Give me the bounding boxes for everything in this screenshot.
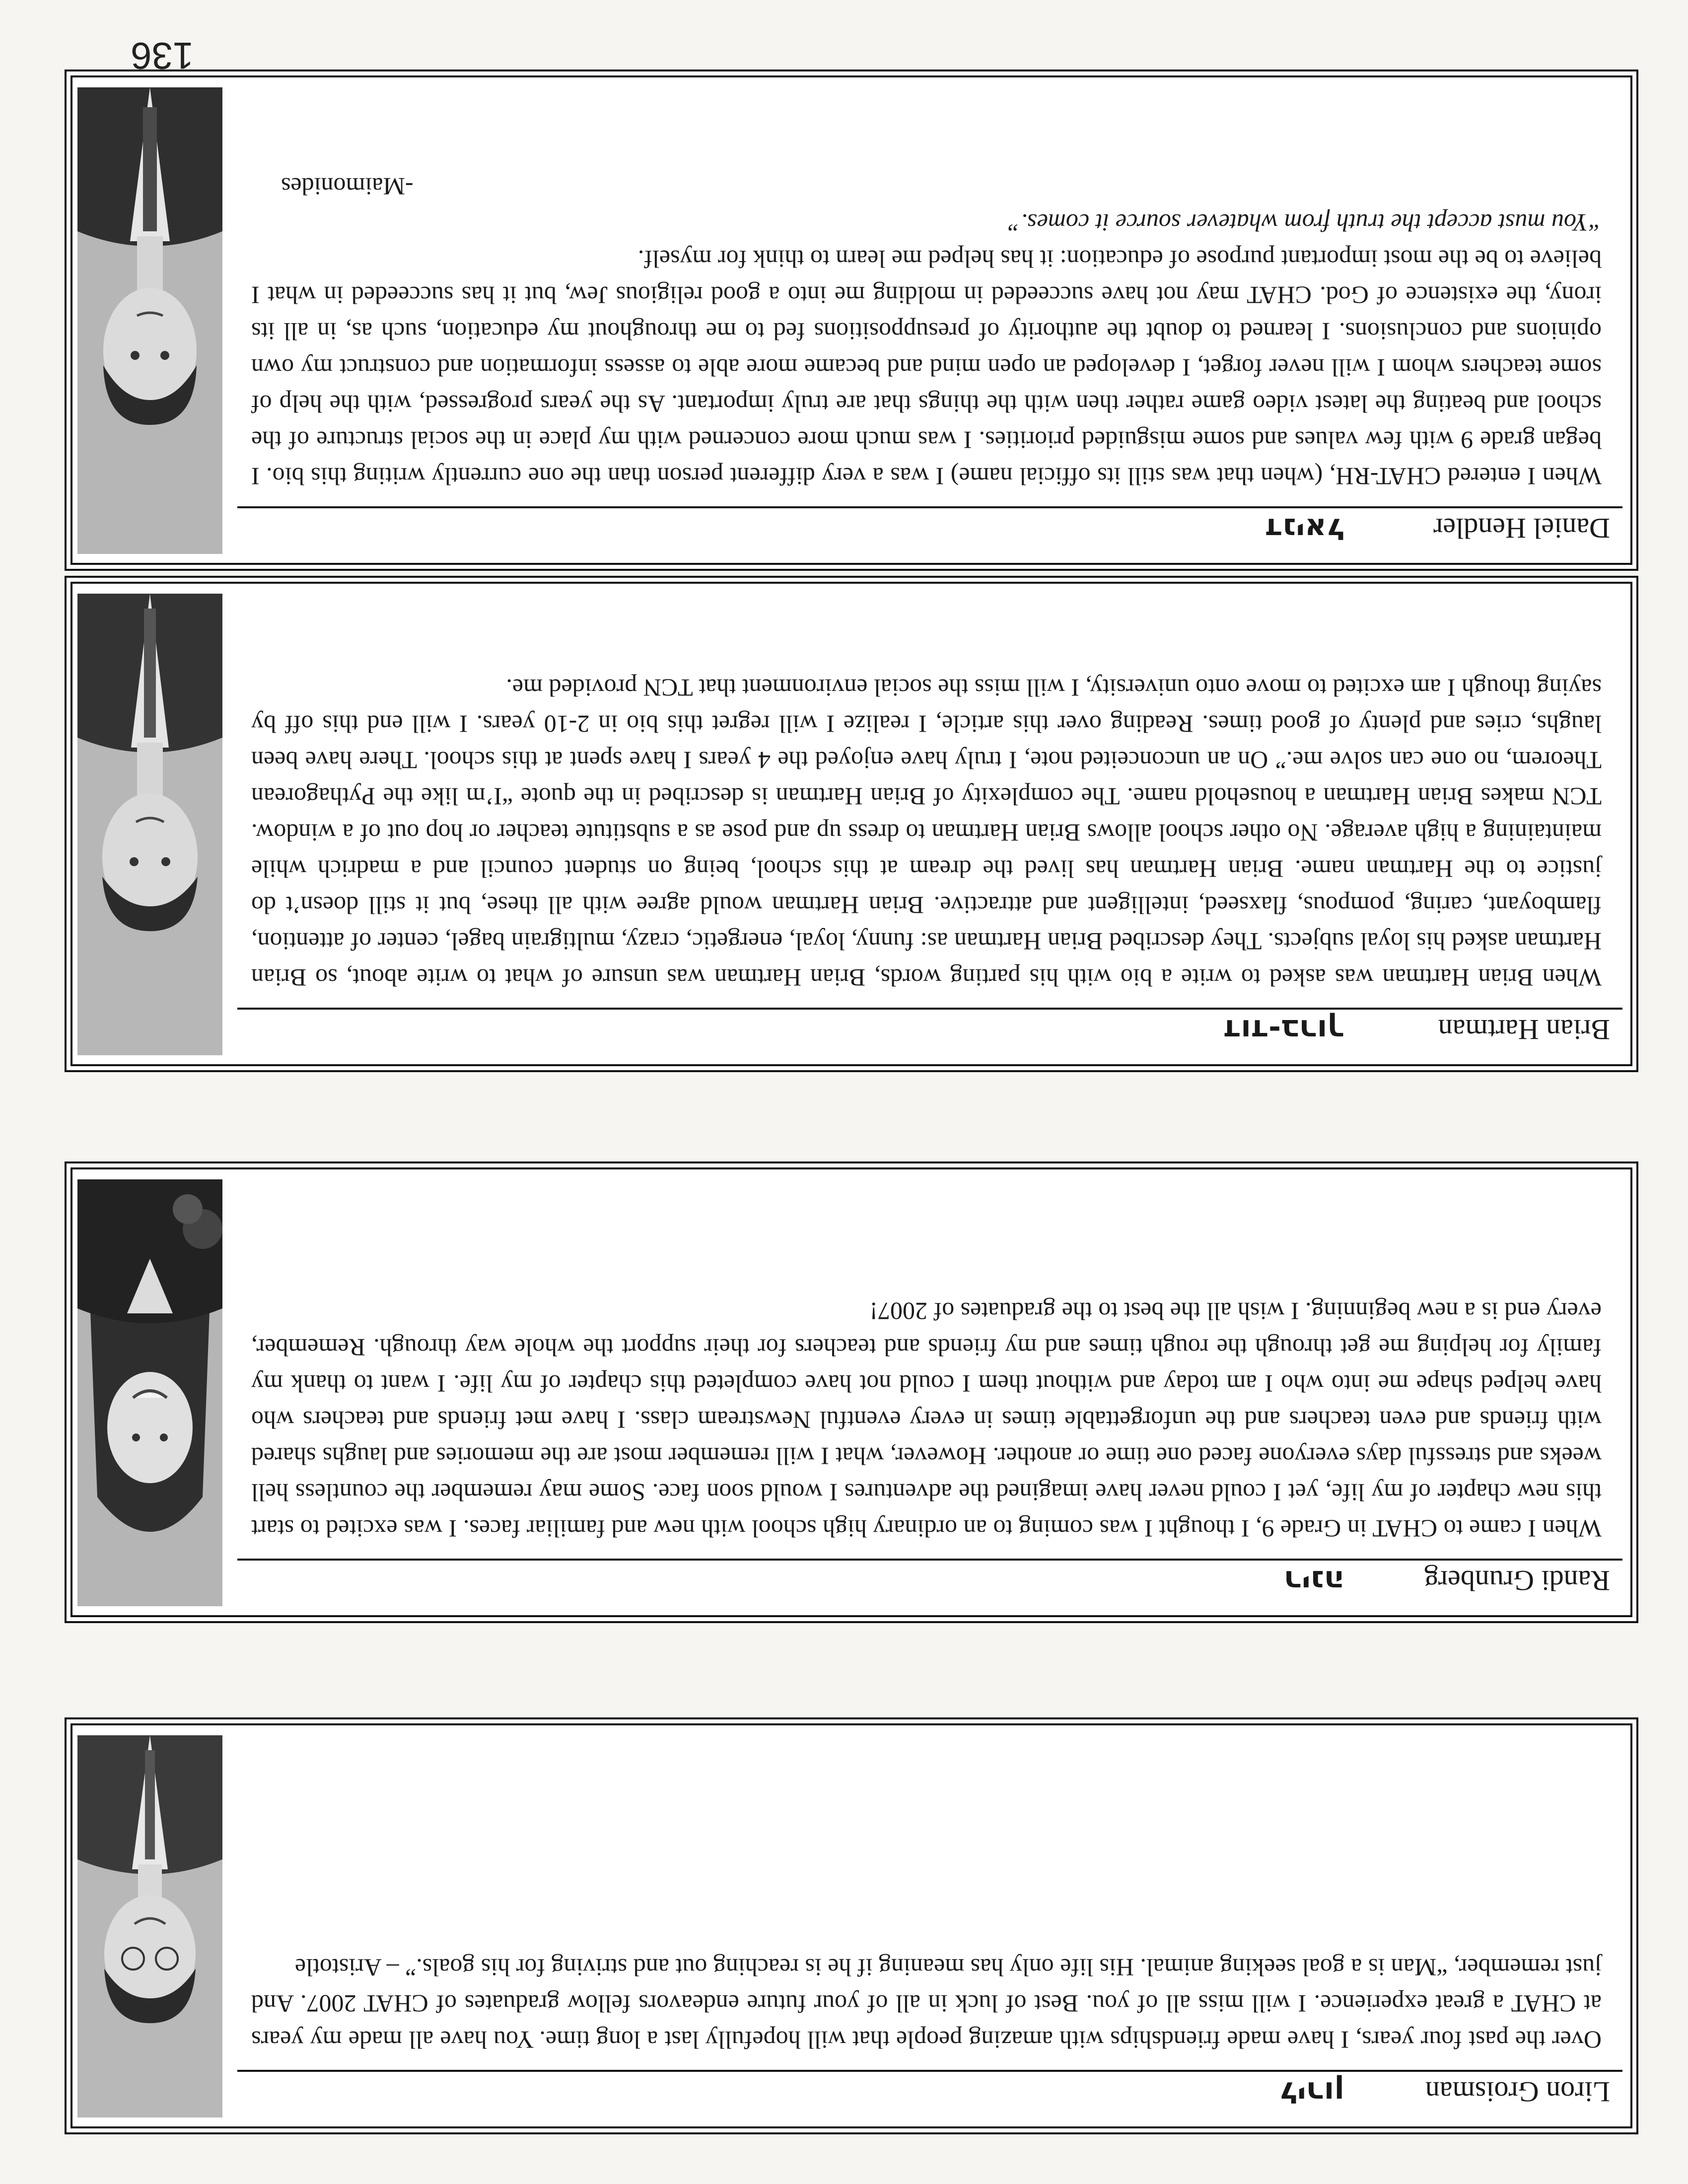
grad-bio [251,168,1602,494]
grad-name: Brian Hartman [1438,1014,1610,1046]
grad-name: Liron Groisman [1425,2076,1610,2108]
grad-bio: Over the past four years, I have made friendships with amazing people that will hopefully last a long time. You have all made my years at CHAT a great experience. I will miss all of you. Best of luck in all of your future endeavors fellow graduates of CHAT 2007. And just remember, “Man is a goal seeking animal. His life only has meaning if he is reaching out and striving for his goals.” – Aristotle [251,1954,1602,2054]
grad-name: Daniel Hendler [1433,512,1610,545]
grad-portrait [77,87,222,554]
grad-entry-brian-hartman [65,576,1638,1072]
bio-paragraph: When I entered CHAT-RH, (when that was still its official name) I was a very different person than the one currently writing this bio. I began grade 9 with few values and some misguided priorities. I was much more concerned with my place in the social structure of the school and beating the latest video game rather then with the things that are truly important. As the years progressed, with the help of some teachers whom I will never forget, I developed an open mind and became more able to assess information and construct my own opinions and conclusions. I learned to doubt the authority of presuppositions fed to me throughout my education, such as, in all its irony, the existence of God. CHAT may not have succeeded in molding me into a good religious Jew, but it has succeeded in what I believe to be the most important purpose of education: it has helped me learn to think for myself. [251,245,1602,490]
entry-header [237,2070,1622,2117]
quote-attribution: -Maimonides [281,173,414,201]
page-number: 136 [131,34,194,76]
grad-bio: When Brian Hartman was asked to write a bio with his parting words, Brian Hartman was unsure of what to write about, so Brian Hartman asked his loyal subjects. They described Brian Hartman as: funny, loyal, energetic, crazy, multigrain bagel, center of attention, flamboyant, caring, pompous, flaxseed, intelligent and attractive. Brian Hartman would agree with all these, but it still doesn’t do justice to the Hartman name. Brian Hartman has lived the dream at this school, being on student council and a madrich while maintaining a high average. No other school allows Brian Hartman to dress up and pose as a substitute teacher or hop out of a window. TCN makes Brian Hartman a household name. The complexity of Brian Hartman is described in the quote “I’m like the Pythagorean Theorem, no one can solve me.” On an unconceited note, I truly have enjoyed the 4 years I have spent at this school. There have been laughs, cries and plenty of good times. Reading over this article, I realize I will regret this bio in 2-10 years. I will end this off by saying though I am excited to move onto university, I will miss the social environment that TCN provided me. [251,674,1602,992]
grad-portrait [77,594,222,1055]
entry-header [237,506,1622,554]
hebrew-name: דניאל [1265,511,1344,546]
grad-portrait [77,1735,222,2117]
grad-portrait [77,1179,222,1606]
grad-quote: “You must accept the truth from whatever source it comes.” [1007,209,1602,237]
grad-name: Randi Grunberg [1424,1565,1610,1597]
entry-header [237,1008,1622,1055]
grad-entry-liron-groisman [65,1717,1638,2134]
hebrew-name: לירון [1279,2075,1344,2110]
grad-bio: When I came to CHAT in Grade 9, I thought I was coming to an ordinary high school with new and familiar faces. I was excited to start this new chapter of my life, yet I could never have imagined the adventures I would soon face. Some may remember the countless hell weeks and stressful days everyone faced one time or another. However, what I will remember most are the memories and laughs shared with friends and even teachers and the unforgettable times in every eventful Newstream class. I have met friends and teachers who have helped shape me into who I am today and without them I could not have completed this chapter of my life. I want to thank my family for helping me get through the rough times and my friends and teachers for their support the whole way through. Remember, every end is a new beginning. I wish all the best to the graduates of 2007! [251,1297,1602,1543]
hebrew-name: דוד-ברוך [1223,1013,1344,1047]
grad-entry-randi-grunberg [65,1161,1638,1623]
entry-header [237,1559,1622,1606]
grad-entry-daniel-hendler [65,69,1638,571]
hebrew-name: רינה [1283,1564,1344,1598]
